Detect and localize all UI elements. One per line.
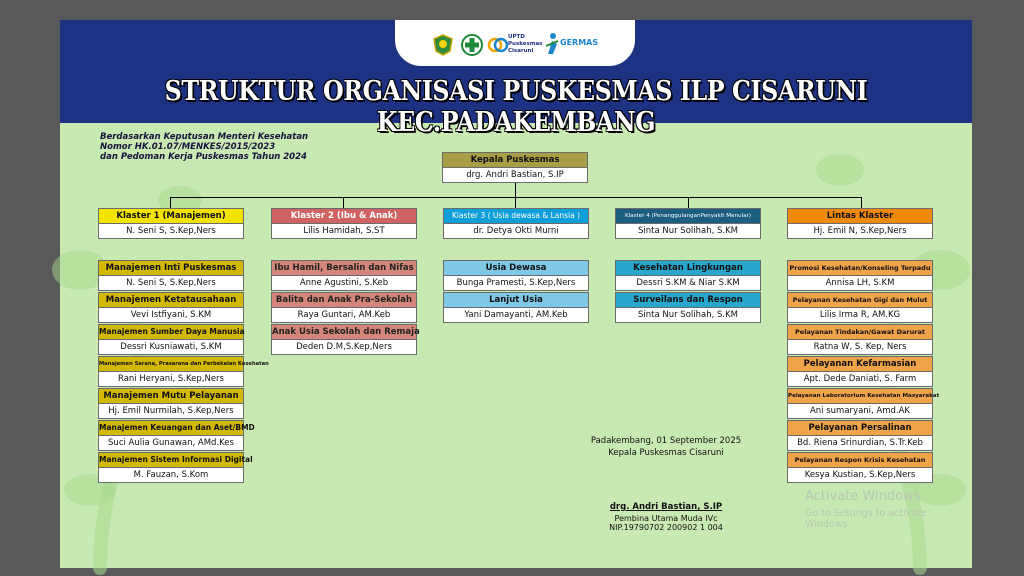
unit-name: Raya Guntari, AM.Keb (271, 308, 417, 323)
unit-title: Pelayanan Persalinan (787, 420, 933, 436)
unit-name: Bd. Riena Srinurdian, S.Tr.Keb (787, 436, 933, 451)
activate-windows-subtitle: Go to Settings to activate Windows. (805, 508, 927, 530)
cluster-title: Klaster 1 (Manajemen) (98, 208, 244, 224)
unit-name: Annisa LH, S.KM (787, 276, 933, 291)
unit-name: Lilis Irma R, AM.KG (787, 308, 933, 323)
cluster-lead: Lilis Hamidah, S.ST (271, 224, 417, 239)
legal-basis-line: dan Pedoman Kerja Puskesmas Tahun 2024 (100, 152, 307, 162)
cluster-title: Klaster 4 (PenanggulanganPenyakit Menular) (615, 208, 761, 224)
unit-title: Manajemen Keuangan dan Aset/BMD (98, 420, 244, 436)
unit-title: Pelayanan Kefarmasian (787, 356, 933, 372)
legal-basis-line: Berdasarkan Keputusan Menteri Kesehatan (100, 132, 309, 142)
health-cross-icon (461, 34, 483, 56)
unit-title: Pelayanan Tindakan/Gawat Darurat (787, 324, 933, 340)
unit-title: Pelayanan Kesehatan Gigi dan Mulut (787, 292, 933, 308)
uptd-logo-text: UPTD Puskesmas Cisaruni (508, 34, 543, 54)
unit-name: N. Seni S, S.Kep,Ners (98, 276, 244, 291)
org-chart-slide (60, 20, 972, 568)
unit-name: Apt. Dede Daniati, S. Farm (787, 372, 933, 387)
unit-box (787, 420, 933, 451)
cluster-lead: Sinta Nur Solihah, S.KM (615, 224, 761, 239)
unit-name: M. Fauzan, S.Kom (98, 468, 244, 483)
germas-logo-text: GERMAS (560, 38, 599, 47)
unit-name: Anne Agustini, S.Keb (271, 276, 417, 291)
unit-title: Manajemen Ketatausahaan (98, 292, 244, 308)
head-name: drg. Andri Bastian, S.IP (442, 168, 588, 183)
unit-name: Dessri Kusniawati, S.KM (98, 340, 244, 355)
unit-title: Manajemen Sistem Informasi Digital (98, 452, 244, 468)
unit-name: Dessri S.KM & Niar S.KM (615, 276, 761, 291)
unit-name: Ratna W, S. Kep, Ners (787, 340, 933, 355)
unit-title: Manajemen Inti Puskesmas (98, 260, 244, 276)
signature-nip: NIP.19790702 200902 1 004 (609, 523, 723, 532)
unit-title: Manajemen Sarana, Prasarana dan Perbekalan Kesehatan (98, 356, 244, 372)
cluster-lead: dr. Detya Okti Murni (443, 224, 589, 239)
head-title: Kepala Puskesmas (442, 152, 588, 168)
connector-line (688, 197, 689, 208)
connector-line (170, 197, 171, 208)
unit-title: Balita dan Anak Pra-Sekolah (271, 292, 417, 308)
cluster-lead: N. Seni S, S.Kep,Ners (98, 224, 244, 239)
cluster-title: Klaster 3 ( Usia dewasa & Lansia ) (443, 208, 589, 224)
unit-name: Vevi Istfiyani, S.KM (98, 308, 244, 323)
connector-line (861, 197, 862, 208)
unit-title: Pelayanan Respon Krisis Kesehatan (787, 452, 933, 468)
unit-box (98, 324, 244, 355)
cluster-4-box (615, 208, 761, 239)
cluster-title: Lintas Klaster (787, 208, 933, 224)
unit-title: Surveilans dan Respon (615, 292, 761, 308)
legal-basis-line: Nomor HK.01.07/MENKES/2015/2023 (100, 142, 276, 152)
unit-name: Kesya Kustian, S.Kep,Ners (787, 468, 933, 483)
activate-windows-title: Activate Windows (805, 489, 921, 504)
unit-title: Usia Dewasa (443, 260, 589, 276)
cluster-lead: Hj. Emil N, S.Kep,Ners (787, 224, 933, 239)
connector-line (170, 197, 862, 198)
signature-place-date: Padakembang, 01 September 2025 (590, 436, 742, 446)
unit-box (615, 260, 761, 291)
unit-name: Sinta Nur Solihah, S.KM (615, 308, 761, 323)
unit-box (787, 260, 933, 291)
unit-box (98, 388, 244, 419)
unit-name: Suci Aulia Gunawan, AMd.Kes (98, 436, 244, 451)
unit-box (787, 452, 933, 483)
unit-title: Promosi Kesehatan/Konseling Terpadu (787, 260, 933, 276)
unit-box (443, 260, 589, 291)
unit-title: Kesehatan Lingkungan (615, 260, 761, 276)
germas-logo-icon (545, 32, 559, 54)
unit-box (271, 292, 417, 323)
unit-box (271, 260, 417, 291)
unit-name: Deden D.M,S.Kep,Ners (271, 340, 417, 355)
head-box (442, 152, 588, 183)
unit-title: Pelayanan Laboratorium Kesehatan Masyarakat (787, 388, 933, 404)
unit-name: Ani sumaryani, Amd.AK (787, 404, 933, 419)
unit-box (615, 292, 761, 323)
logo-strip (395, 20, 635, 66)
signature-rank: Pembina Utama Muda IVc (614, 514, 718, 523)
connector-line (343, 197, 344, 208)
cluster-3-box (443, 208, 589, 239)
signature-name: drg. Andri Bastian, S.IP (609, 502, 723, 512)
legal-basis (100, 132, 308, 162)
uptd-logo-icon (488, 34, 508, 56)
unit-title: Manajemen Sumber Daya Manusia (98, 324, 244, 340)
page-title: STRUKTUR ORGANISASI PUSKESMAS ILP CISARUNI KEC.PADAKEMBANG (164, 76, 868, 138)
unit-box (787, 292, 933, 323)
unit-box (98, 292, 244, 323)
unit-name: Rani Heryani, S.Kep,Ners (98, 372, 244, 387)
unit-title: Anak Usia Sekolah dan Remaja (271, 324, 417, 340)
regency-crest-icon (433, 34, 453, 56)
unit-name: Hj. Emil Nurmilah, S.Kep,Ners (98, 404, 244, 419)
unit-name: Bunga Pramesti, S.Kep,Ners (443, 276, 589, 291)
unit-name: Yani Damayanti, AM.Keb (443, 308, 589, 323)
unit-box (98, 420, 255, 451)
unit-box (98, 260, 244, 291)
unit-title: Ibu Hamil, Bersalin dan Nifas (271, 260, 417, 276)
cluster-1-box (98, 208, 244, 239)
unit-box (787, 388, 940, 419)
connector-line (515, 182, 516, 208)
unit-box (98, 452, 253, 483)
unit-title: Manajemen Mutu Pelayanan (98, 388, 244, 404)
cluster-2-box (271, 208, 417, 239)
unit-box (787, 356, 933, 387)
unit-box (787, 324, 933, 355)
cluster-lintas-box (787, 208, 933, 239)
signature-position: Kepala Puskesmas Cisaruni (608, 448, 724, 458)
cluster-title: Klaster 2 (Ibu & Anak) (271, 208, 417, 224)
unit-title: Lanjut Usia (443, 292, 589, 308)
unit-box (443, 292, 589, 323)
unit-box (98, 356, 269, 387)
unit-box (271, 324, 420, 355)
